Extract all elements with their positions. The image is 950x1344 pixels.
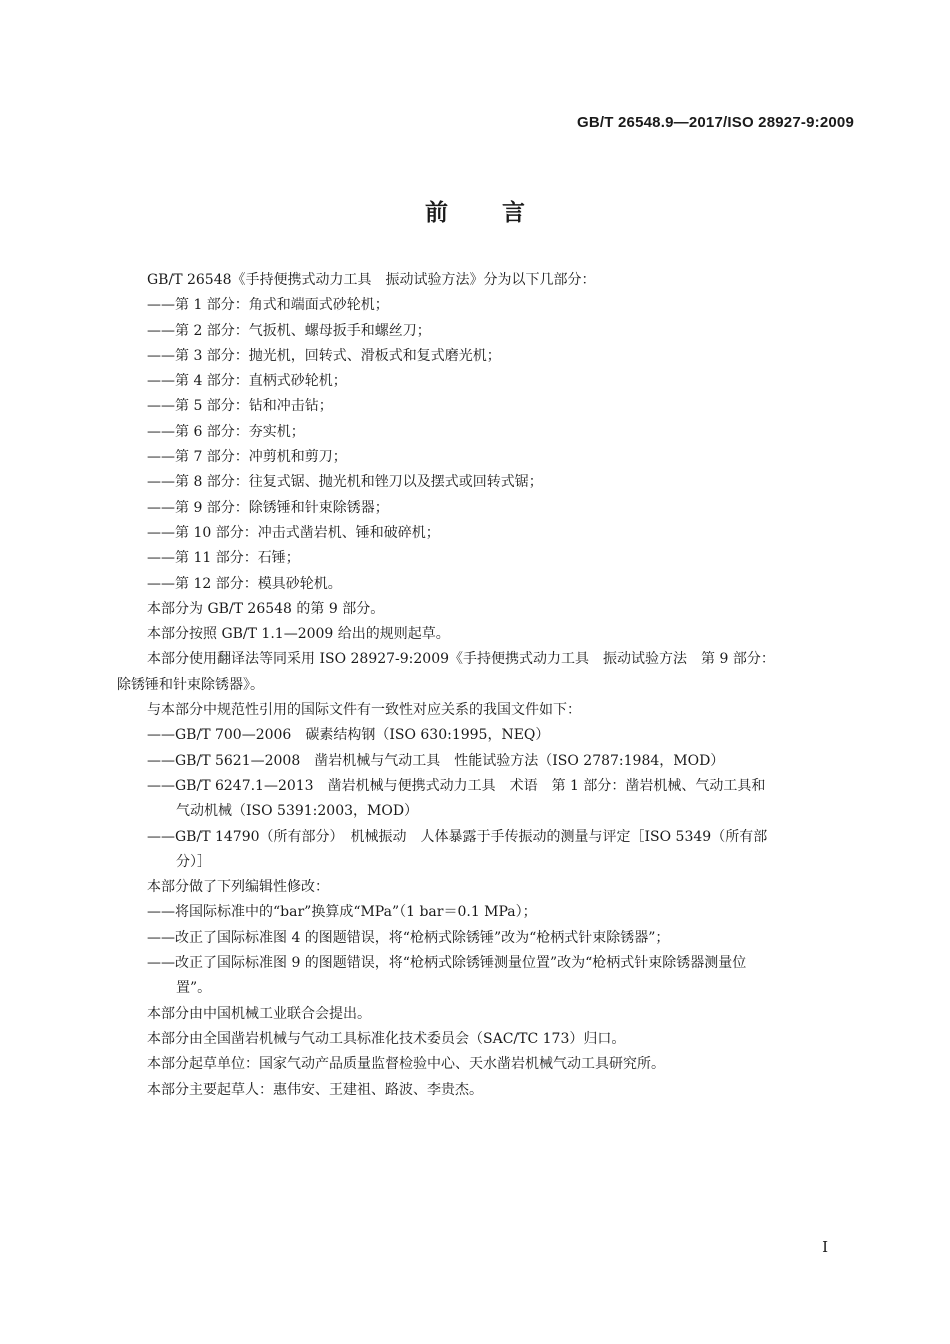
edit-item-line1: ——改正了国际标准图 9 的图题错误，将“枪柄式除锈锤测量位置”改为“枪柄式针束除锈器测量位 bbox=[147, 955, 747, 972]
refs-intro-paragraph: 与本部分中规范性引用的国际文件有一致性对应关系的我国文件如下： bbox=[147, 702, 581, 719]
translation-paragraph-line2: 除锈锤和针束除锈器》。 bbox=[117, 676, 264, 693]
part-list-item: ——第 7 部分：冲剪机和剪刀； bbox=[147, 449, 347, 466]
part9-paragraph: 本部分为 GB/T 26548 的第 9 部分。 bbox=[147, 600, 385, 617]
title-char-2: 言 bbox=[502, 200, 525, 226]
part-list-item: ——第 9 部分：除锈锤和针束除锈器； bbox=[147, 499, 389, 516]
part-list-item: ——第 6 部分：夯实机； bbox=[147, 423, 305, 440]
intro-paragraph: GB/T 26548《手持便携式动力工具 振动试验方法》分为以下几部分： bbox=[147, 272, 596, 288]
drafters-paragraph: 本部分主要起草人：惠伟安、王建祖、路波、李贵杰。 bbox=[147, 1081, 483, 1098]
reference-item-line2: 气动机械（ISO 5391:2003，MOD） bbox=[176, 803, 419, 820]
translation-paragraph-line1: 本部分使用翻译法等同采用 ISO 28927-9:2009《手持便携式动力工具 振动试验方法 第 9 部分： bbox=[147, 651, 775, 668]
reference-item: ——GB/T 5621—2008 凿岩机械与气动工具 性能试验方法（ISO 2787:1984，MOD） bbox=[147, 752, 725, 769]
foreword-body bbox=[117, 268, 862, 1103]
part-list-item: ——第 4 部分：直柄式砂轮机； bbox=[147, 373, 347, 390]
part-list-item: ——第 3 部分：抛光机，回转式、滑板式和复式磨光机； bbox=[147, 347, 501, 364]
part-list-item: ——第 5 部分：钻和冲击钻； bbox=[147, 398, 333, 415]
reference-item: ——GB/T 700—2006 碳素结构钢（ISO 630:1995，NEQ） bbox=[147, 727, 550, 744]
page-title bbox=[0, 194, 950, 227]
title-char-1: 前 bbox=[425, 200, 448, 226]
page-number: I bbox=[822, 1238, 828, 1256]
reference-item-line2: 分）］ bbox=[176, 853, 211, 870]
standard-code: GB/T 26548.9—2017/ISO 28927-9:2009 bbox=[577, 114, 854, 131]
centralized-paragraph: 本部分由全国凿岩机械与气动工具标准化技术委员会（SAC/TC 173）归口。 bbox=[147, 1030, 626, 1047]
edit-item: ——将国际标准中的“bar”换算成“MPa”（1 bar＝0.1 MPa）； bbox=[147, 904, 537, 921]
proposed-paragraph: 本部分由中国机械工业联合会提出。 bbox=[147, 1005, 371, 1022]
part-list-item: ——第 2 部分：气扳机、螺母扳手和螺丝刀； bbox=[147, 322, 431, 339]
part-list-item: ——第 11 部分：石锤； bbox=[147, 550, 300, 567]
drafting-units-paragraph: 本部分起草单位：国家气动产品质量监督检验中心、天水凿岩机械气动工具研究所。 bbox=[147, 1056, 665, 1073]
reference-item-line1: ——GB/T 14790（所有部分） 机械振动 人体暴露于手传振动的测量与评定［ISO 5349（所有部 bbox=[147, 828, 768, 845]
rules-paragraph: 本部分按照 GB/T 1.1—2009 给出的规则起草。 bbox=[147, 626, 450, 643]
edit-item: ——改正了国际标准图 4 的图题错误，将“枪柄式除锈锤”改为“枪柄式针束除锈器”； bbox=[147, 929, 670, 946]
edit-item-line2: 置”。 bbox=[176, 980, 212, 997]
edits-intro-paragraph: 本部分做了下列编辑性修改： bbox=[147, 879, 329, 896]
part-list-item: ——第 10 部分：冲击式凿岩机、锤和破碎机； bbox=[147, 524, 440, 541]
part-list-item: ——第 8 部分：往复式锯、抛光机和锉刀以及摆式或回转式锯； bbox=[147, 474, 543, 491]
part-list-item: ——第 12 部分：模具砂轮机。 bbox=[147, 575, 342, 592]
reference-item-line1: ——GB/T 6247.1—2013 凿岩机械与便携式动力工具 术语 第 1 部分：凿岩机械、气动工具和 bbox=[147, 777, 766, 794]
part-list-item: ——第 1 部分：角式和端面式砂轮机； bbox=[147, 297, 389, 314]
